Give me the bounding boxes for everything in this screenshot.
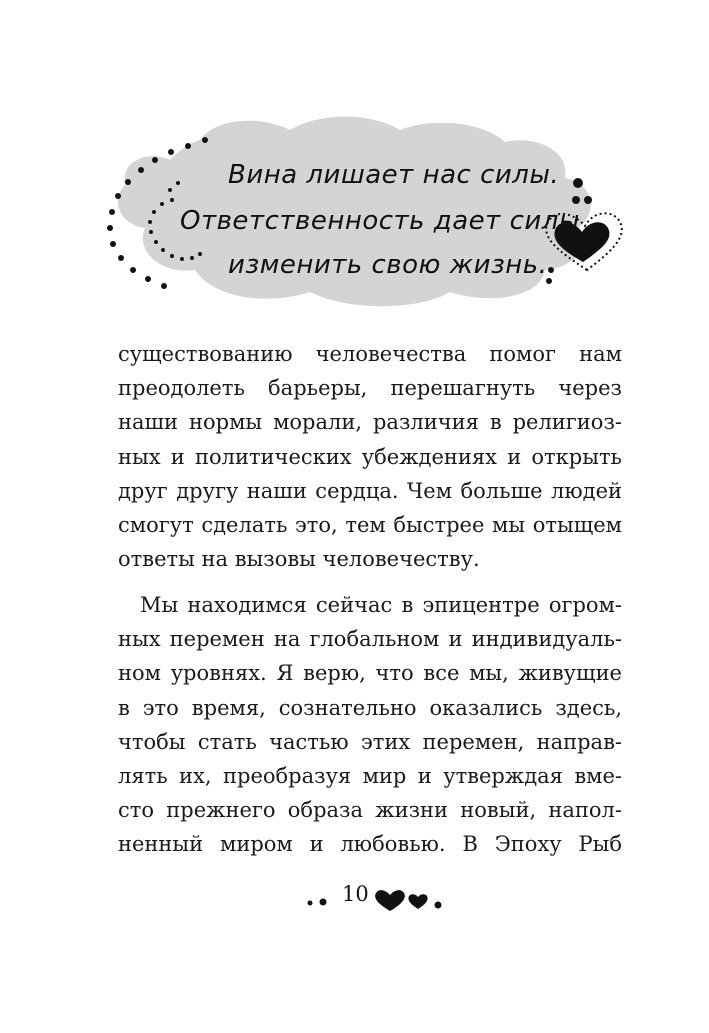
dot-icon [320,899,327,906]
text-line: ных перемен на глобальном и индивидуаль- [118,627,622,652]
text-line: преодолеть барьеры, перешагнуть через [118,376,622,401]
page-footer [300,882,460,918]
text-line: ответы на вызовы человечеству. [118,547,480,572]
text-line: смогут сделать это, тем быстрее мы отыщем [118,513,622,538]
text-line: лять их, преобразуя мир и утверждая вме- [118,764,622,789]
text-line: сто прежнего образа жизни новый, напол- [118,798,622,823]
text-line: существованию человечества помог нам [118,342,622,366]
text-line: Мы находимся сейчас в эпицентре огром- [140,593,622,617]
text-line: чтобы стать частью этих перемен, направ- [118,729,622,754]
text-line: ных и политических убеждениях и открыть [118,444,622,469]
paragraph-2 [118,588,622,862]
heart-icon [375,890,405,911]
quote-line-1: Вина лишает нас силы. [228,160,560,190]
heart-icon [408,894,427,909]
dot-icon [435,902,442,909]
footer-ornament [300,882,460,918]
text-line: наши нормы морали, различия в религиоз- [118,410,622,435]
text-line: в это время, сознательно оказались здесь, [118,695,622,720]
dot-icon [308,901,313,906]
text-line: ном уровнях. Я верю, что все мы, живущие [118,661,622,686]
text-line: друг другу наши сердца. Чем больше людей [118,478,622,503]
text-line: ненный миром и любовью. В Эпоху Рыб [118,832,622,857]
page-number: 10 [342,882,369,906]
quote-line-3: изменить свою жизнь. [228,250,548,280]
quote-line-2: Ответственность дает силы [180,206,580,236]
paragraph-1 [118,337,622,576]
